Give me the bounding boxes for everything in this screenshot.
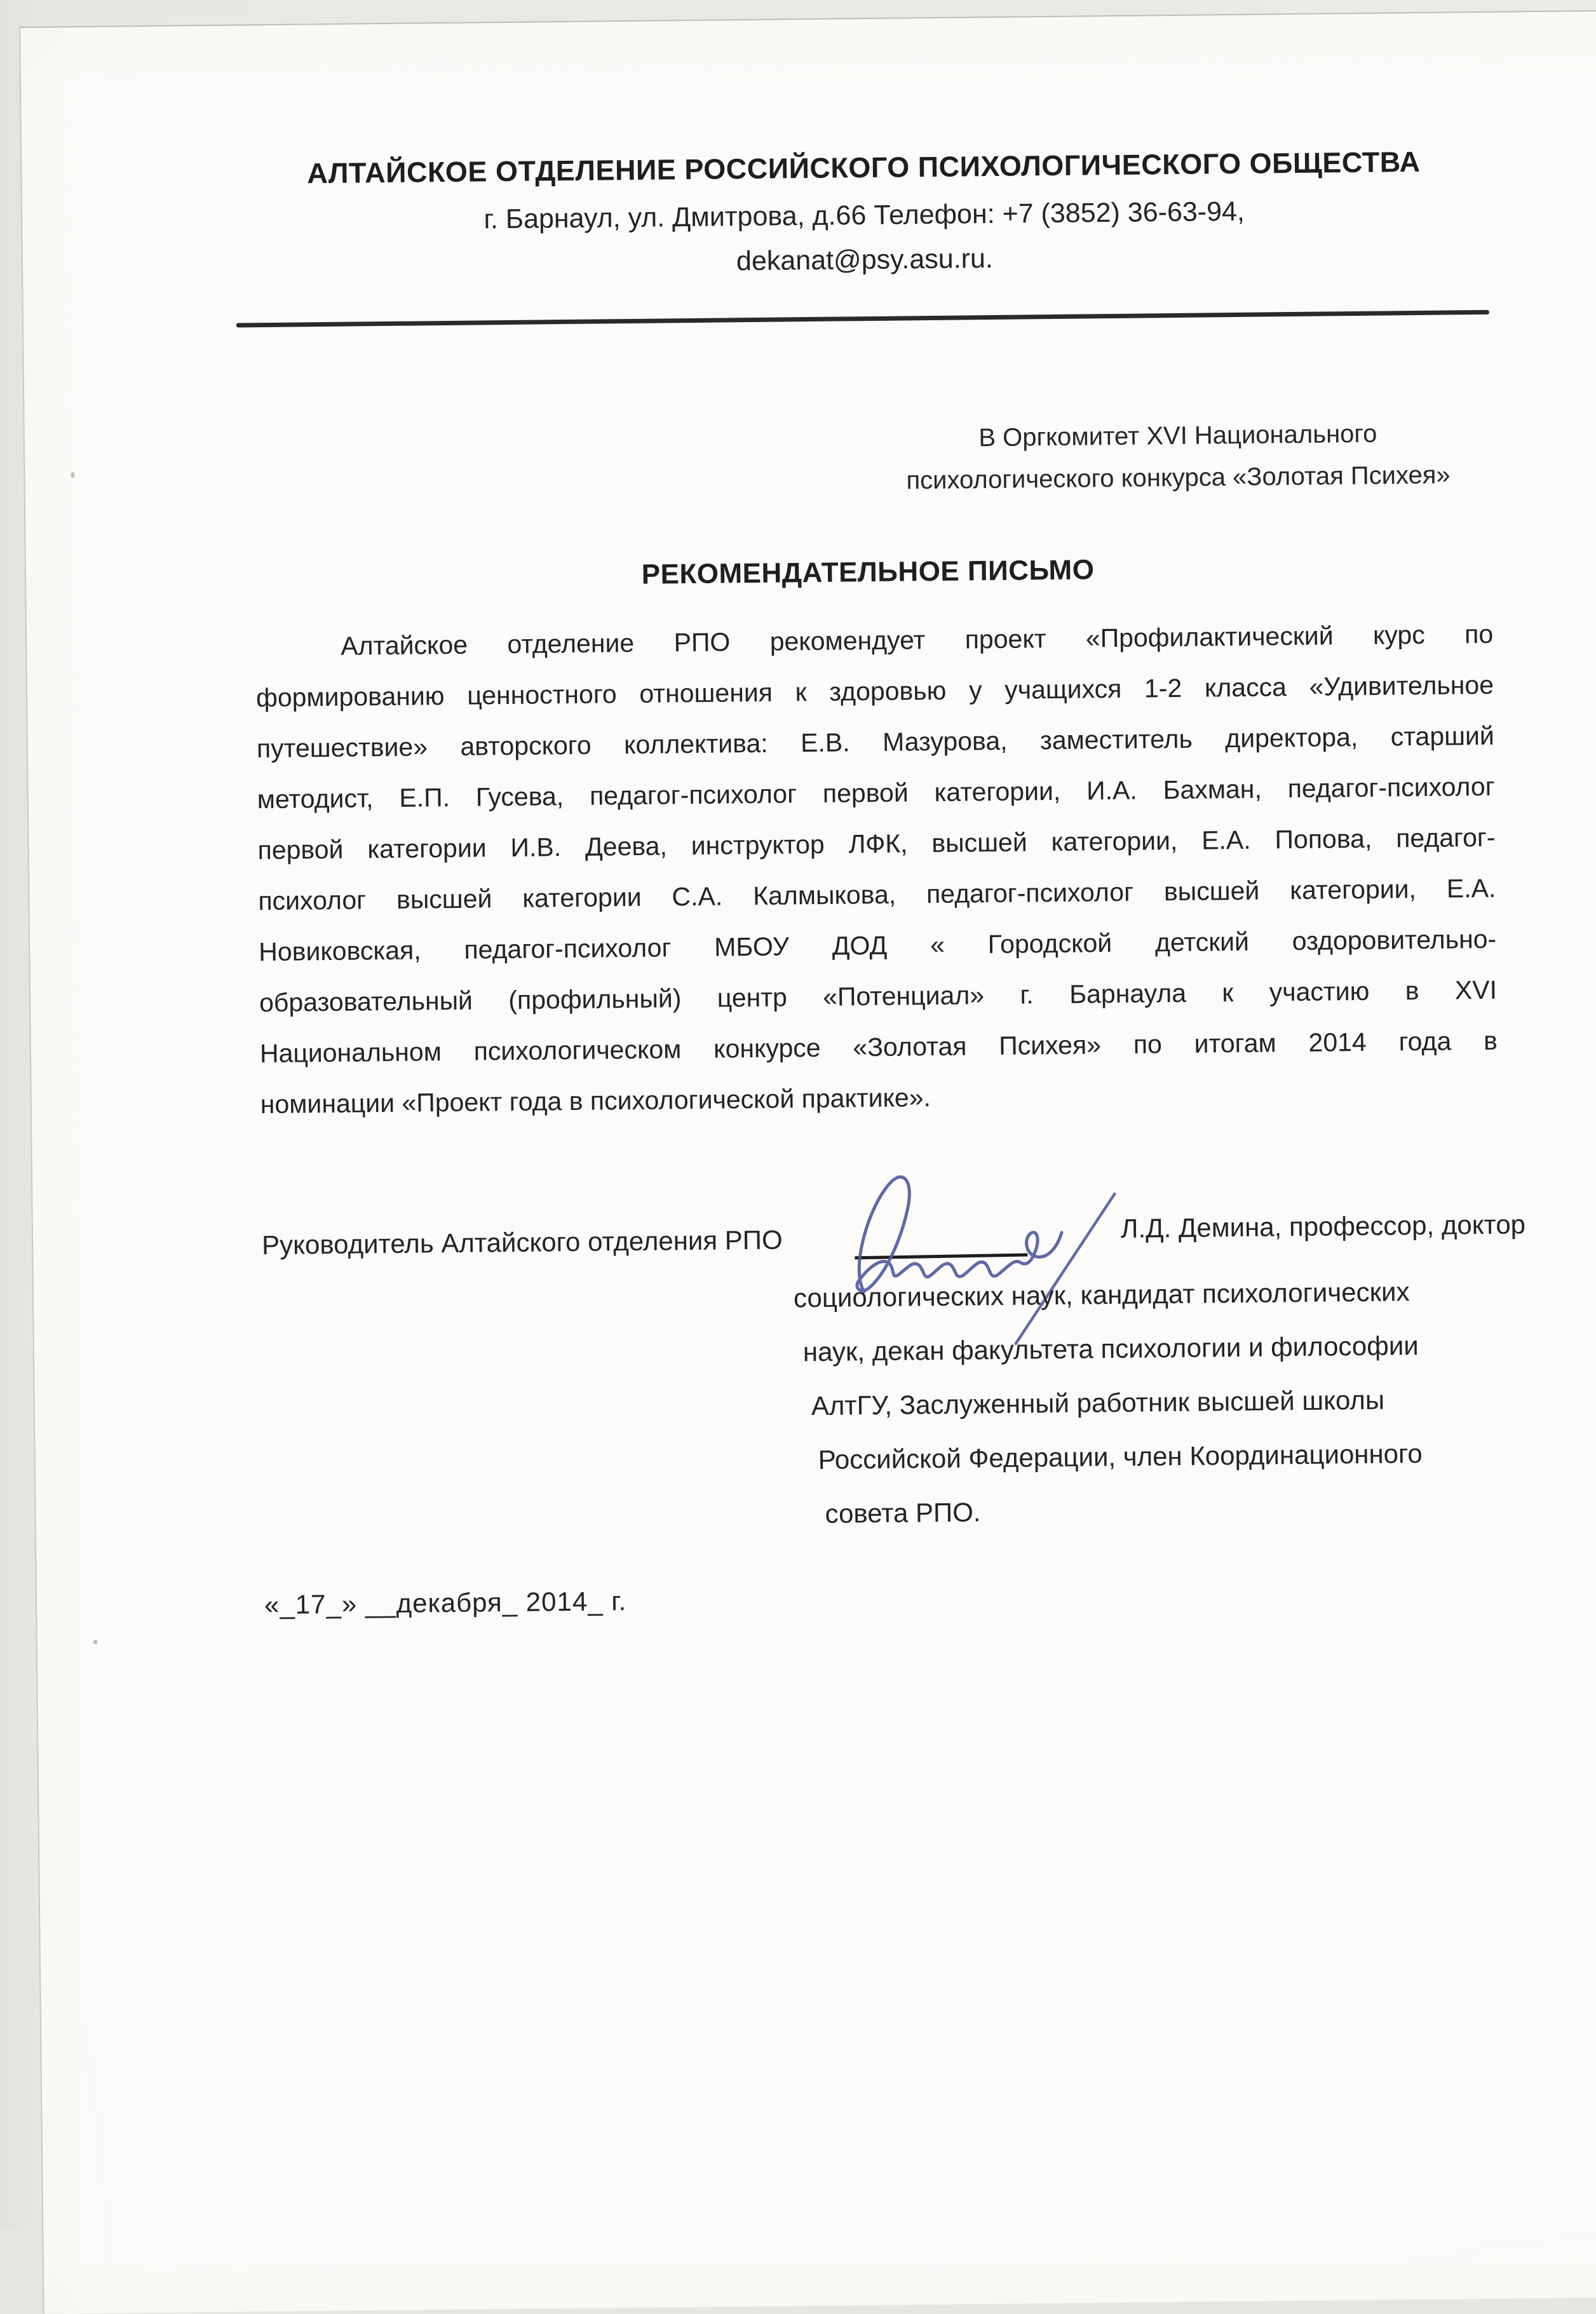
body-line: Алтайское отделение РПО рекомендует проект «Профилактический курс по bbox=[340, 619, 1494, 661]
recipient-block bbox=[883, 412, 1474, 502]
recipient-line-2: психологического конкурса «Золотая Психея» bbox=[906, 461, 1451, 495]
body-line: психолог высшей категории С.А. Калмыкова, педагог-психолог высшей категории, Е.А. bbox=[258, 873, 1496, 916]
credential-line: Л.Д. Демина, профессор, доктор bbox=[1120, 1209, 1526, 1243]
credential-line: социологических наук, кандидат психологических bbox=[793, 1276, 1410, 1313]
signatory-position-label: Руководитель Алтайского отделения РПО bbox=[261, 1224, 783, 1261]
recipient-line-1: В Оргкомитет XVI Национального bbox=[978, 419, 1377, 452]
organization-email: dekanat@psy.asu.ru. bbox=[736, 243, 994, 277]
body-paragraph bbox=[255, 609, 1498, 1130]
body-line: Новиковская, педагог-психолог МБОУ ДОД « Городской детский оздоровительно- bbox=[259, 924, 1497, 967]
body-line: формированию ценностного отношения к здоровью у учащихся 1-2 класса «Удивительное bbox=[255, 670, 1494, 713]
body-line: первой категории И.В. Деева, инструктор ЛФК, высшей категории, Е.А. Попова, педагог- bbox=[257, 822, 1496, 865]
body-line: методист, Е.П. Гусева, педагог-психолог первой категории, И.А. Бахман, педагог-психолог bbox=[257, 771, 1495, 815]
credential-line: наук, декан факультета психологии и философии bbox=[802, 1330, 1419, 1367]
body-line: путешествие» авторского коллектива: Е.В. Мазурова, заместитель директора, старший bbox=[256, 721, 1495, 764]
letter-paper bbox=[19, 10, 1596, 2314]
date-line: «_17_» __декабря_ 2014_ г. bbox=[264, 1586, 627, 1620]
body-line: номинации «Проект года в психологической практике». bbox=[260, 1083, 931, 1120]
body-line: Национальном психологическом конкурсе «Золотая Психея» по итогам 2014 года в bbox=[259, 1025, 1498, 1069]
scan-speck bbox=[93, 1640, 98, 1644]
organization-name: АЛТАЙСКОЕ ОТДЕЛЕНИЕ РОССИЙСКОГО ПСИХОЛОГИЧЕСКОГО ОБЩЕСТВА bbox=[307, 145, 1421, 190]
signature-underline bbox=[855, 1254, 1027, 1260]
credential-line: совета РПО. bbox=[825, 1497, 981, 1529]
scan-speck bbox=[71, 472, 74, 478]
letter-title: РЕКОМЕНДАТЕЛЬНОЕ ПИСЬМО bbox=[641, 554, 1095, 590]
body-line: образовательный (профильный) центр «Потенциал» г. Барнаула к участию в XVI bbox=[259, 975, 1498, 1018]
credential-line: АлтГУ, Заслуженный работник высшей школы bbox=[811, 1384, 1385, 1421]
header-divider-line bbox=[236, 310, 1489, 328]
credential-line: Российской Федерации, член Координационного bbox=[818, 1438, 1423, 1475]
organization-address-phone: г. Барнаул, ул. Дмитрова, д.66 Телефон: +7 (3852) 36-63-94, bbox=[484, 196, 1245, 235]
